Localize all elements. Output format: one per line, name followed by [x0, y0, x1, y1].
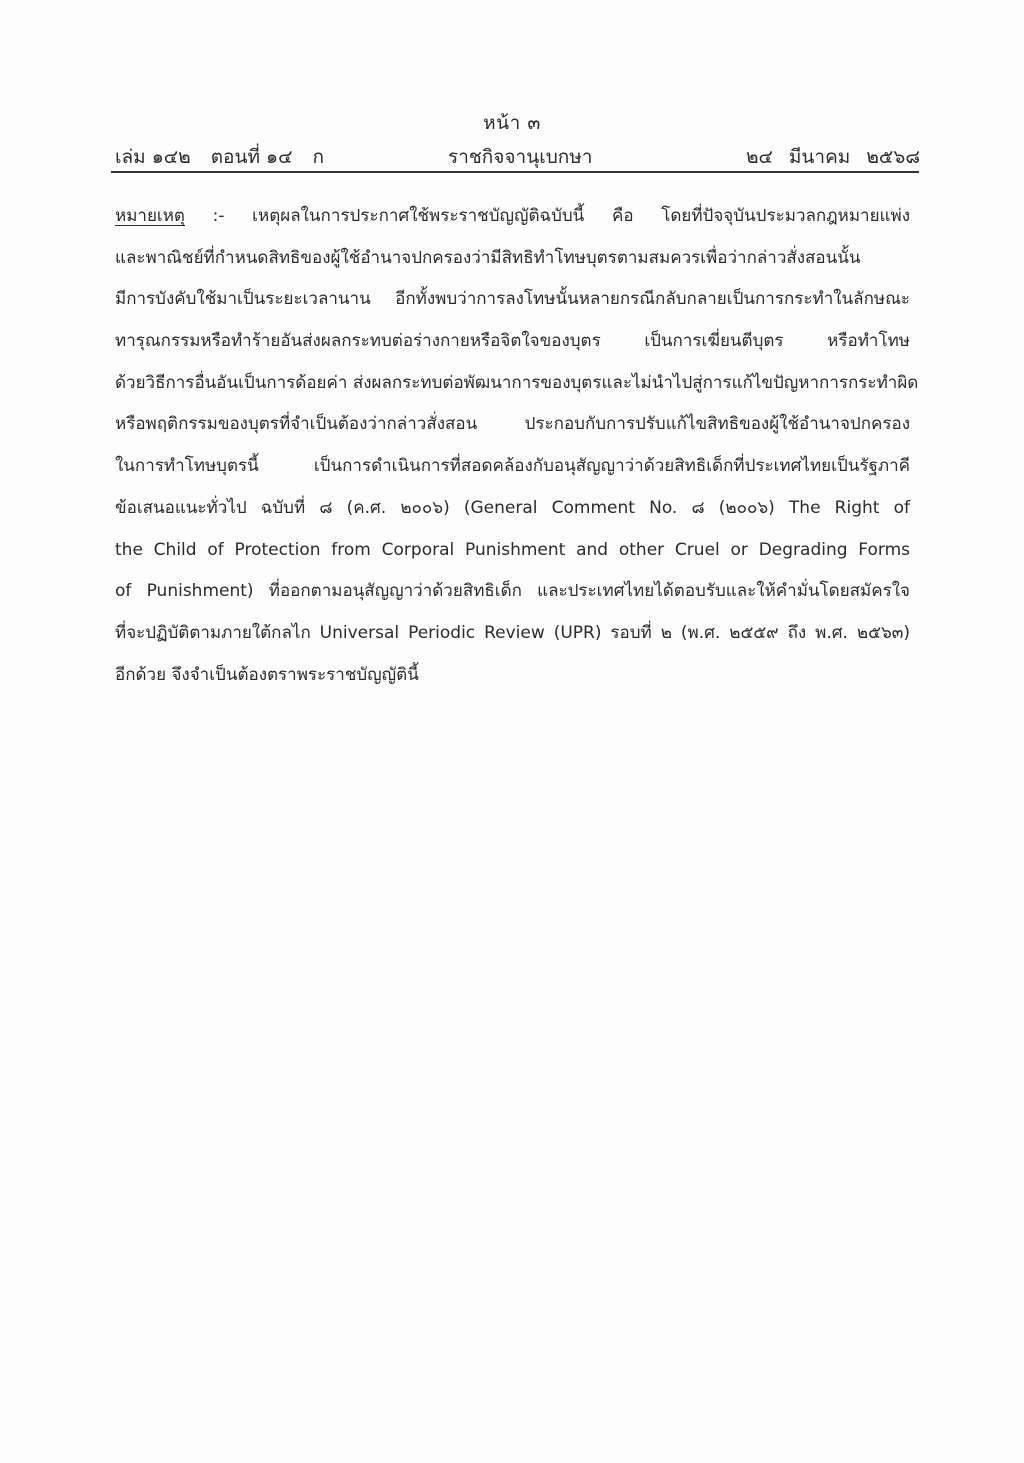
note-line: the Child of Protection from Corporal Punishment and other Cruel or Degrading Forms	[115, 539, 910, 560]
note-line: หรือพฤติกรรมของบุตรที่จำเป็นต้องว่ากล่าวสั่งสอน ประกอบกับการปรับแก้ไขสิทธิของผู้ใช้อำนาจปกครอง	[115, 414, 910, 435]
publication-title: ราชกิจจานุเบกษา	[448, 146, 593, 168]
date-month: มีนาคม	[788, 146, 851, 168]
note-line: ด้วยวิธีการอื่นอันเป็นการด้อยค่า ส่งผลกระทบต่อพัฒนาการของบุตรและไม่นำไปสู่การแก้ไขปัญหาการกระทำผิด	[115, 372, 919, 393]
header-divider	[111, 171, 919, 173]
note-line: ข้อเสนอแนะทั่วไป ฉบับที่ ๘ (ค.ศ. ๒๐๐๖) (General Comment No. ๘ (๒๐๐๖) The Right of	[115, 497, 910, 518]
note-label: หมายเหตุ	[115, 206, 185, 226]
note-line: มีการบังคับใช้มาเป็นระยะเวลานาน อีกทั้งพบว่าการลงโทษนั้นหลายกรณีกลับกลายเป็นการกระทำในลักษณะ	[115, 289, 910, 310]
section-letter: ก	[312, 146, 325, 168]
note-line: อีกด้วย จึงจำเป็นต้องตราพระราชบัญญัตินี้	[115, 664, 419, 685]
note-line: และพาณิชย์ที่กำหนดสิทธิของผู้ใช้อำนาจปกครองว่ามีสิทธิทำโทษบุตรตามสมควรเพื่อว่ากล่าวสั่งสอนนั้น	[115, 247, 861, 268]
publication-date	[736, 142, 920, 172]
note-line: ทารุณกรรมหรือทำร้ายอันส่งผลกระทบต่อร่างกายหรือจิตใจของบุตร เป็นการเฆี่ยนตีบุตร หรือทำโทษ	[115, 331, 910, 352]
page-number: หน้า ๓	[483, 112, 541, 134]
note-line: ในการทำโทษบุตรนี้ เป็นการดำเนินการที่สอดคล้องกับอนุสัญญาว่าด้วยสิทธิเด็กที่ประเทศไทยเป็นรัฐภาคี	[115, 456, 910, 477]
note-line-text: :- เหตุผลในการประกาศใช้พระราชบัญญัติฉบับนี้ คือ โดยที่ปัจจุบันประมวลกฎหมายแพ่ง	[184, 206, 910, 226]
note-line: of Punishment) ที่ออกตามอนุสัญญาว่าด้วยสิทธิเด็ก และประเทศไทยได้ตอบรับและให้คำมั่นโดยสมัครใจ	[115, 581, 910, 602]
note-line: ที่จะปฏิบัติตามภายใต้กลไก Universal Periodic Review (UPR) รอบที่ ๒ (พ.ศ. ๒๕๕๙ ถึง พ.ศ. ๒๕๖๓)	[115, 622, 910, 643]
date-day: ๒๔	[745, 146, 773, 168]
note-line	[115, 196, 910, 238]
volume-number: เล่ม ๑๔๒	[115, 146, 191, 168]
gazette-header	[115, 142, 920, 172]
note-paragraph	[115, 196, 919, 696]
date-year: ๒๕๖๘	[866, 146, 920, 168]
header-issue-info	[115, 142, 338, 172]
issue-number: ตอนที่ ๑๔	[210, 146, 293, 168]
